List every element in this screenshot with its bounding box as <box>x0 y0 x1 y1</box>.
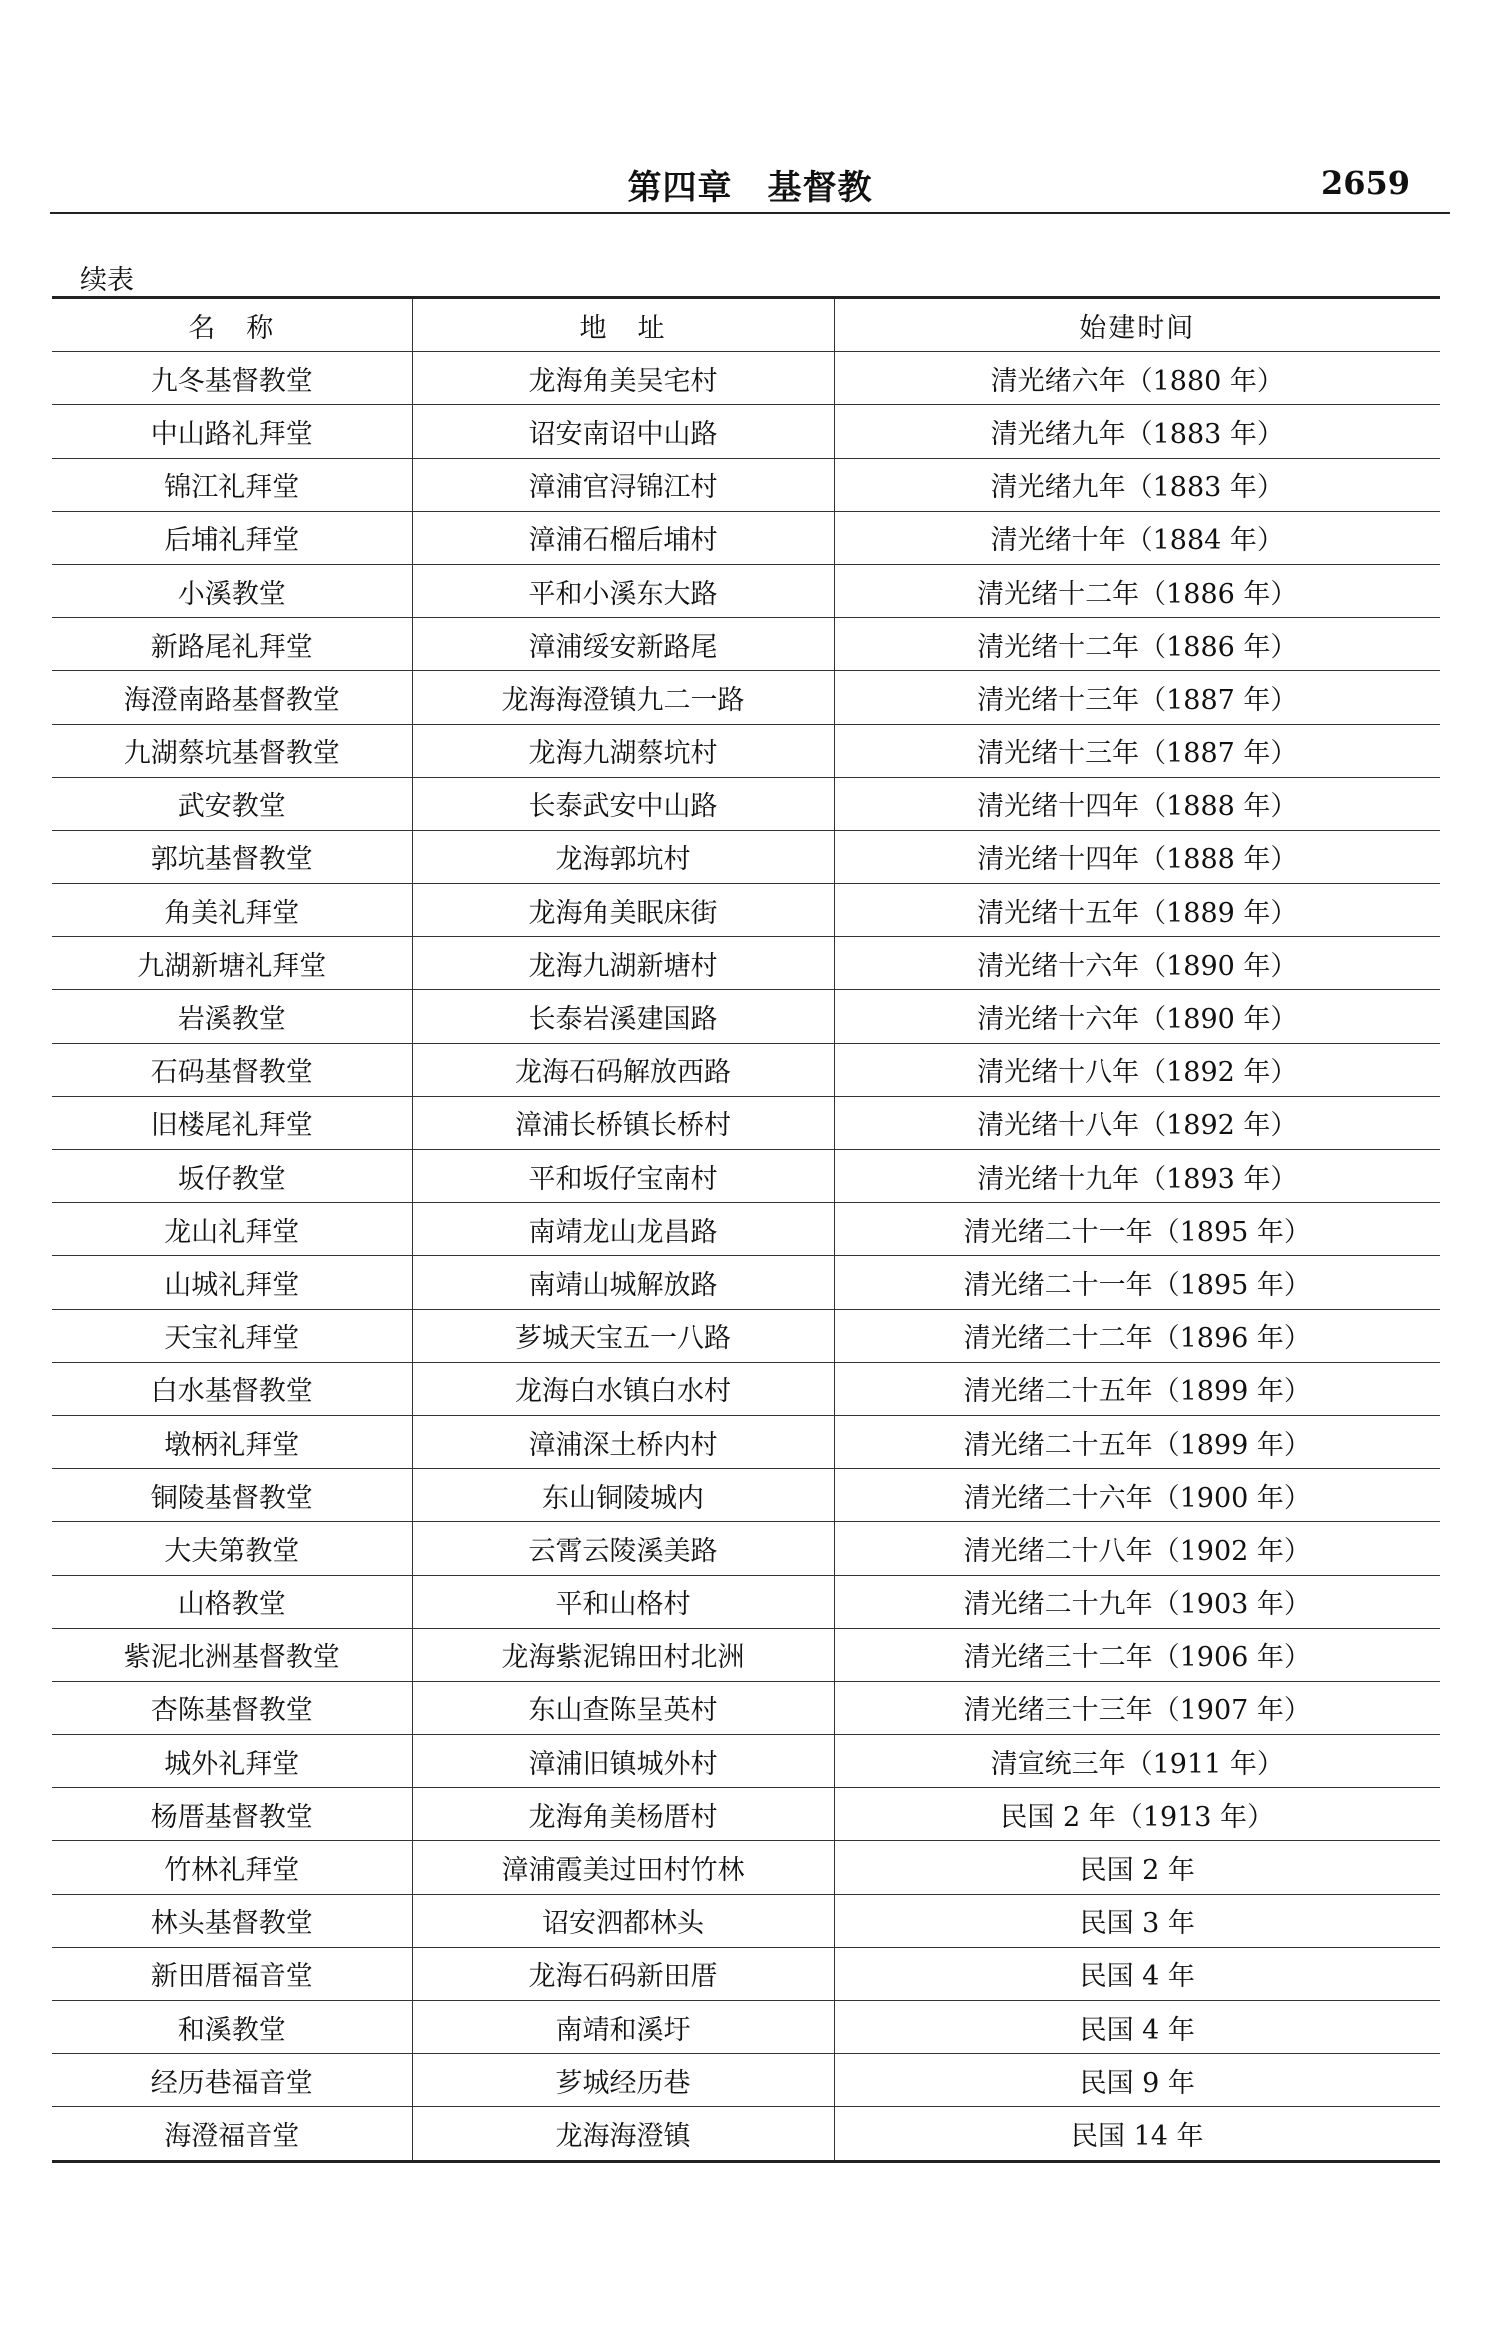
table-row <box>52 1947 1440 2000</box>
table-row <box>52 2054 1440 2107</box>
cell-address: 漳浦石榴后埔村 <box>412 511 834 564</box>
cell-address: 龙海九湖新塘村 <box>412 937 834 990</box>
cell-founded: 清光绪十六年（1890 年） <box>834 937 1440 990</box>
cell-founded: 清光绪十四年（1888 年） <box>834 830 1440 883</box>
table-row <box>52 458 1440 511</box>
cell-address: 龙海石码新田厝 <box>412 1947 834 2000</box>
cell-address: 南靖龙山龙昌路 <box>412 1203 834 1256</box>
cell-founded: 清光绪三十二年（1906 年） <box>834 1628 1440 1681</box>
cell-founded: 民国 2 年 <box>834 1841 1440 1894</box>
table-row <box>52 352 1440 405</box>
cell-name: 岩溪教堂 <box>52 990 412 1043</box>
table-body <box>52 352 1440 2161</box>
cell-name: 山城礼拜堂 <box>52 1256 412 1309</box>
cell-address: 平和坂仔宝南村 <box>412 1150 834 1203</box>
table-row <box>52 1788 1440 1841</box>
column-header-address: 地 址 <box>412 298 834 352</box>
table-row <box>52 1522 1440 1575</box>
table-row <box>52 1362 1440 1415</box>
table-row <box>52 1735 1440 1788</box>
cell-address: 龙海角美吴宅村 <box>412 352 834 405</box>
column-header-founded: 始建时间 <box>834 298 1440 352</box>
cell-founded: 清光绪二十一年（1895 年） <box>834 1256 1440 1309</box>
cell-name: 坂仔教堂 <box>52 1150 412 1203</box>
cell-name: 锦江礼拜堂 <box>52 458 412 511</box>
cell-founded: 清光绪二十六年（1900 年） <box>834 1469 1440 1522</box>
cell-address: 平和小溪东大路 <box>412 564 834 617</box>
table-row <box>52 724 1440 777</box>
cell-address: 龙海角美眠床街 <box>412 884 834 937</box>
cell-name: 海澄福音堂 <box>52 2107 412 2161</box>
cell-address: 漳浦霞美过田村竹林 <box>412 1841 834 1894</box>
cell-founded: 民国 2 年（1913 年） <box>834 1788 1440 1841</box>
cell-address: 漳浦深土桥内村 <box>412 1415 834 1468</box>
cell-address: 龙海海澄镇九二一路 <box>412 671 834 724</box>
cell-founded: 民国 3 年 <box>834 1894 1440 1947</box>
table-row <box>52 1203 1440 1256</box>
cell-founded: 清光绪九年（1883 年） <box>834 405 1440 458</box>
table-row <box>52 937 1440 990</box>
cell-address: 长泰武安中山路 <box>412 777 834 830</box>
table-row <box>52 2001 1440 2054</box>
cell-address: 龙海石码解放西路 <box>412 1043 834 1096</box>
page-number: 2659 <box>1320 164 1410 202</box>
cell-founded: 清光绪十年（1884 年） <box>834 511 1440 564</box>
cell-name: 角美礼拜堂 <box>52 884 412 937</box>
cell-address: 东山查陈呈英村 <box>412 1681 834 1734</box>
cell-name: 竹林礼拜堂 <box>52 1841 412 1894</box>
cell-founded: 民国 4 年 <box>834 1947 1440 2000</box>
cell-name: 墩柄礼拜堂 <box>52 1415 412 1468</box>
cell-address: 龙海郭坑村 <box>412 830 834 883</box>
cell-name: 杨厝基督教堂 <box>52 1788 412 1841</box>
table-row <box>52 1681 1440 1734</box>
cell-address: 漳浦长桥镇长桥村 <box>412 1096 834 1149</box>
cell-founded: 民国 14 年 <box>834 2107 1440 2161</box>
cell-founded: 清光绪三十三年（1907 年） <box>834 1681 1440 1734</box>
continued-label: 续表 <box>80 265 134 296</box>
cell-address: 诏安南诏中山路 <box>412 405 834 458</box>
table-row <box>52 1096 1440 1149</box>
cell-founded: 清光绪十八年（1892 年） <box>834 1043 1440 1096</box>
cell-founded: 清光绪二十五年（1899 年） <box>834 1415 1440 1468</box>
table-row <box>52 564 1440 617</box>
cell-name: 新田厝福音堂 <box>52 1947 412 2000</box>
table-row <box>52 990 1440 1043</box>
cell-name: 武安教堂 <box>52 777 412 830</box>
cell-name: 龙山礼拜堂 <box>52 1203 412 1256</box>
cell-address: 芗城经历巷 <box>412 2054 834 2107</box>
table-row <box>52 1309 1440 1362</box>
cell-founded: 清光绪十五年（1889 年） <box>834 884 1440 937</box>
cell-name: 紫泥北洲基督教堂 <box>52 1628 412 1681</box>
cell-name: 铜陵基督教堂 <box>52 1469 412 1522</box>
cell-name: 海澄南路基督教堂 <box>52 671 412 724</box>
cell-address: 漳浦官浔锦江村 <box>412 458 834 511</box>
church-table <box>52 296 1440 2163</box>
cell-name: 新路尾礼拜堂 <box>52 618 412 671</box>
cell-founded: 清光绪十九年（1893 年） <box>834 1150 1440 1203</box>
cell-name: 九湖新塘礼拜堂 <box>52 937 412 990</box>
cell-name: 大夫第教堂 <box>52 1522 412 1575</box>
table-row <box>52 1043 1440 1096</box>
table-row <box>52 1415 1440 1468</box>
cell-address: 龙海九湖蔡坑村 <box>412 724 834 777</box>
cell-address: 南靖和溪圩 <box>412 2001 834 2054</box>
cell-address: 龙海紫泥锦田村北洲 <box>412 1628 834 1681</box>
table-row <box>52 405 1440 458</box>
cell-address: 云霄云陵溪美路 <box>412 1522 834 1575</box>
table-row <box>52 1575 1440 1628</box>
table-row <box>52 511 1440 564</box>
table-row <box>52 1469 1440 1522</box>
cell-name: 山格教堂 <box>52 1575 412 1628</box>
cell-founded: 清光绪二十五年（1899 年） <box>834 1362 1440 1415</box>
cell-name: 城外礼拜堂 <box>52 1735 412 1788</box>
table-row <box>52 1150 1440 1203</box>
cell-name: 经历巷福音堂 <box>52 2054 412 2107</box>
table-row <box>52 830 1440 883</box>
column-header-name: 名 称 <box>52 298 412 352</box>
table-row <box>52 1841 1440 1894</box>
cell-address: 芗城天宝五一八路 <box>412 1309 834 1362</box>
cell-founded: 清光绪十二年（1886 年） <box>834 564 1440 617</box>
cell-address: 漳浦绥安新路尾 <box>412 618 834 671</box>
cell-name: 中山路礼拜堂 <box>52 405 412 458</box>
table-row <box>52 1256 1440 1309</box>
cell-name: 杏陈基督教堂 <box>52 1681 412 1734</box>
cell-founded: 民国 4 年 <box>834 2001 1440 2054</box>
table-row <box>52 1628 1440 1681</box>
table-row <box>52 1894 1440 1947</box>
cell-name: 九湖蔡坑基督教堂 <box>52 724 412 777</box>
cell-founded: 清光绪十三年（1887 年） <box>834 671 1440 724</box>
cell-address: 龙海白水镇白水村 <box>412 1362 834 1415</box>
table-row <box>52 777 1440 830</box>
table-row <box>52 671 1440 724</box>
cell-founded: 清光绪十三年（1887 年） <box>834 724 1440 777</box>
table-header-row <box>52 298 1440 352</box>
cell-name: 天宝礼拜堂 <box>52 1309 412 1362</box>
cell-founded: 清光绪二十二年（1896 年） <box>834 1309 1440 1362</box>
cell-name: 后埔礼拜堂 <box>52 511 412 564</box>
cell-address: 漳浦旧镇城外村 <box>412 1735 834 1788</box>
cell-founded: 清光绪十二年（1886 年） <box>834 618 1440 671</box>
cell-founded: 清光绪十六年（1890 年） <box>834 990 1440 1043</box>
table-row <box>52 884 1440 937</box>
cell-founded: 清光绪二十八年（1902 年） <box>834 1522 1440 1575</box>
cell-name: 林头基督教堂 <box>52 1894 412 1947</box>
cell-address: 南靖山城解放路 <box>412 1256 834 1309</box>
cell-founded: 清光绪六年（1880 年） <box>834 352 1440 405</box>
cell-founded: 民国 9 年 <box>834 2054 1440 2107</box>
cell-name: 和溪教堂 <box>52 2001 412 2054</box>
cell-address: 长泰岩溪建国路 <box>412 990 834 1043</box>
cell-name: 白水基督教堂 <box>52 1362 412 1415</box>
cell-address: 东山铜陵城内 <box>412 1469 834 1522</box>
cell-founded: 清光绪十八年（1892 年） <box>834 1096 1440 1149</box>
cell-founded: 清光绪十四年（1888 年） <box>834 777 1440 830</box>
page-header <box>50 150 1450 214</box>
cell-name: 九冬基督教堂 <box>52 352 412 405</box>
cell-founded: 清光绪二十一年（1895 年） <box>834 1203 1440 1256</box>
cell-address: 诏安泗都林头 <box>412 1894 834 1947</box>
cell-name: 旧楼尾礼拜堂 <box>52 1096 412 1149</box>
cell-address: 平和山格村 <box>412 1575 834 1628</box>
cell-name: 郭坑基督教堂 <box>52 830 412 883</box>
cell-address: 龙海海澄镇 <box>412 2107 834 2161</box>
table-row <box>52 2107 1440 2161</box>
cell-founded: 清宣统三年（1911 年） <box>834 1735 1440 1788</box>
table-row <box>52 618 1440 671</box>
cell-founded: 清光绪九年（1883 年） <box>834 458 1440 511</box>
cell-name: 小溪教堂 <box>52 564 412 617</box>
chapter-title: 第四章 基督教 <box>627 168 873 208</box>
cell-founded: 清光绪二十九年（1903 年） <box>834 1575 1440 1628</box>
cell-address: 龙海角美杨厝村 <box>412 1788 834 1841</box>
cell-name: 石码基督教堂 <box>52 1043 412 1096</box>
